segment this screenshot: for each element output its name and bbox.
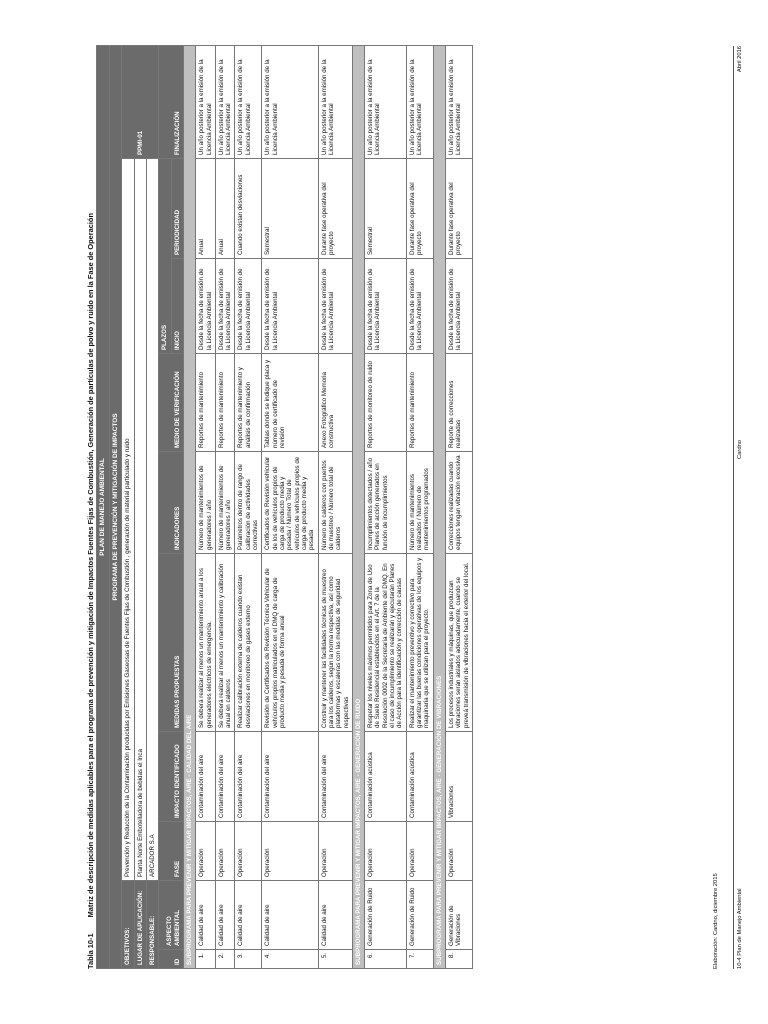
subprogram-title: SUBPROGRAMA PARA PREVENIR Y MITIGAR IMPACTOS, AIRE - GENERACIÓN DE VIBRACIONES bbox=[433, 45, 445, 968]
cell-medio: Tablas donde se indique placa y número de certificado de revisión bbox=[262, 354, 318, 452]
cell-indicadores: Número de calderos con puertos de muestreo / Número total de calderos bbox=[318, 452, 352, 554]
cell-inicio: Desde la fecha de emisión de la Licencia Ambiental bbox=[196, 259, 216, 354]
cell-aspecto: Generación de Ruido bbox=[406, 881, 433, 950]
program-title-row bbox=[109, 45, 122, 968]
cell-periodicidad: Semestral bbox=[262, 159, 318, 259]
table-row bbox=[318, 45, 352, 968]
cell-medio: Reporte de correcciones realizadas bbox=[445, 354, 472, 452]
program-title: PROGRAMA DE PREVENCIÓN Y MITIGACIÓN DE IMPACTOS bbox=[109, 45, 122, 968]
cell-id: 6. bbox=[365, 950, 407, 969]
cell-finalizacion: Un año posterior a la emisión de la Licencia Ambiental bbox=[215, 45, 235, 158]
col-medidas: MEDIDAS PROPUESTAS bbox=[159, 554, 184, 732]
footer-center: Cardno bbox=[737, 439, 743, 459]
table-row bbox=[365, 45, 407, 968]
cell-medidas: Realizar el mantenimiento preventivo y correctivo para garantizar las buenas condiciones operativas de los equipos y maquinaria que se utilizan para el proyecto. bbox=[406, 554, 433, 732]
subprogram-title: SUBPROGRAMA PARA PREVENIR Y MITIGAR IMPACTOS, AIRE - CALIDAD DEL AIRE bbox=[183, 45, 195, 968]
table-number: Tabla 10-1 bbox=[86, 933, 95, 969]
cell-inicio: Desde la fecha de emisión de la Licencia Ambiental bbox=[445, 259, 472, 354]
cell-id: 1. bbox=[196, 950, 216, 969]
cell-impacto: Contaminación del aire bbox=[215, 732, 235, 822]
cell-finalizacion: Un año posterior a la emisión de la Licencia Ambiental bbox=[318, 45, 352, 158]
program-code: PPMI-01 bbox=[122, 45, 159, 158]
cell-inicio: Desde la fecha de emisión de la Licencia Ambiental bbox=[318, 259, 352, 354]
cell-fase: Operación bbox=[215, 822, 235, 881]
cell-id: 8. bbox=[445, 950, 472, 969]
cell-medio: Reportes de mantenimiento bbox=[215, 354, 235, 452]
cell-medio: Reportes de mantenimiento bbox=[406, 354, 433, 452]
cell-aspecto: Calidad de aire bbox=[235, 881, 262, 950]
cell-periodicidad: Durante fase operativa del proyecto bbox=[406, 159, 433, 259]
plan-title-row bbox=[97, 45, 110, 968]
cell-periodicidad: Durante fase operativa del proyecto bbox=[445, 159, 472, 259]
cell-periodicidad: Anual bbox=[215, 159, 235, 259]
table-row bbox=[215, 45, 235, 968]
cell-medidas: Realizar calibración externa de calderos cuando existan desviaciones en monitoreo de gases externo bbox=[235, 554, 262, 732]
cell-fase: Operación bbox=[235, 822, 262, 881]
matrix-body bbox=[183, 45, 472, 968]
col-id: ID bbox=[159, 950, 184, 969]
cell-indicadores: Incumplimientos detectados / año Planes de acción generados en función de incumplimientos bbox=[365, 452, 407, 554]
cell-medio: Reportes de monitoreo de ruido bbox=[365, 354, 407, 452]
footer-rule bbox=[733, 46, 734, 969]
cell-inicio: Desde la fecha de emisión de la Licencia Ambiental bbox=[235, 259, 262, 354]
col-periodicidad: PERIODICIDAD bbox=[171, 159, 183, 259]
cell-medio: Anexo Fotográfico Memoria constructiva bbox=[318, 354, 352, 452]
subprogram-row bbox=[183, 45, 195, 968]
cell-aspecto: Calidad de aire bbox=[196, 881, 216, 950]
cell-finalizacion: Un año posterior a la emisión de la Licencia Ambiental bbox=[196, 45, 216, 158]
table-row bbox=[406, 45, 433, 968]
cell-aspecto: Calidad de aire bbox=[215, 881, 235, 950]
cell-periodicidad: Anual bbox=[196, 159, 216, 259]
cell-periodicidad: Cuando existan desviaciones bbox=[235, 159, 262, 259]
col-aspecto: ASPECTO AMBIENTAL bbox=[159, 881, 184, 950]
cell-id: 4. bbox=[262, 950, 318, 969]
responsable-label: RESPONSABLE: bbox=[146, 881, 158, 969]
table-row bbox=[235, 45, 262, 968]
subprogram-row bbox=[352, 45, 364, 968]
col-medio: MEDIO DE VERIFICACIÓN bbox=[159, 354, 184, 452]
footer-left: 10-4 Plan de Manejo Ambiental bbox=[737, 888, 743, 969]
cell-id: 7. bbox=[406, 950, 433, 969]
col-inicio: INICIO bbox=[171, 259, 183, 354]
cell-medidas: Construir y mantener las facilidades técnicas de muestreo para los calderos, según la norma respectiva, así como plataformas y escaleras con las medidas de seguridad respectivas bbox=[318, 554, 352, 732]
cell-inicio: Desde la fecha de emisión de la Licencia Ambiental bbox=[406, 259, 433, 354]
cell-inicio: Desde la fecha de emisión de la Licencia Ambiental bbox=[215, 259, 235, 354]
cell-periodicidad: Semestral bbox=[365, 159, 407, 259]
cell-finalizacion: Un año posterior a la emisión de la Licencia Ambiental bbox=[365, 45, 407, 158]
lugar-row bbox=[134, 45, 146, 968]
cell-aspecto: Calidad de aire bbox=[318, 881, 352, 950]
col-plazos: PLAZOS bbox=[159, 159, 171, 354]
cell-impacto: Contaminación del aire bbox=[318, 732, 352, 822]
cell-fase: Operación bbox=[196, 822, 216, 881]
cell-id: 5. bbox=[318, 950, 352, 969]
cell-indicadores: Número de mantenimientos de generadores / año bbox=[215, 452, 235, 554]
cell-medidas: Revisión de Certificados de Revisión Técnica Vehicular de vehículos propios matriculados en el DMQ de carga de producto media y pesada de forma anual bbox=[262, 554, 318, 732]
cell-id: 3. bbox=[235, 950, 262, 969]
cell-inicio: Desde la fecha de emisión de la Licencia Ambiental bbox=[262, 259, 318, 354]
col-fase: FASE bbox=[159, 822, 184, 881]
table-row bbox=[445, 45, 472, 968]
cell-fase: Operación bbox=[406, 822, 433, 881]
cell-impacto: Contaminación acústica bbox=[365, 732, 407, 822]
cell-medio: Reportes de mantenimiento y análisis de confirmación bbox=[235, 354, 262, 452]
objetivos-row bbox=[122, 45, 134, 968]
cell-indicadores: Número de mantenimientos realizados / Número de mantenimientos programados bbox=[406, 452, 433, 554]
cell-fase: Operación bbox=[365, 822, 407, 881]
cell-aspecto: Generación de Vibraciones bbox=[445, 881, 472, 950]
cell-periodicidad: Durante fase operativa del proyecto bbox=[318, 159, 352, 259]
objetivos-value: Prevención y Reducción de la Contaminación producidas por Emisiones Gaseosas de Fuentes Fijas de Combustión , generación de material particulado y ruido bbox=[122, 159, 134, 881]
cell-medidas: Se deberá realizar al menos un mantenimiento anual a los generadores eléctricos de emergencia. bbox=[196, 554, 216, 732]
lugar-value: Planta Norte Embotelladora de bebidas el Inca bbox=[134, 159, 146, 881]
cell-medidas: Los procesos industriales y máquinas, que produzcan vibraciones serán aislados adecuadamente, cuando se preveá transmisión de vibraciones hacia el exterior del local. bbox=[445, 554, 472, 732]
cell-impacto: Contaminación del aire bbox=[262, 732, 318, 822]
table-caption bbox=[86, 49, 95, 969]
subprogram-title: SUBPROGRAMA PARA PREVENIR Y MITIGAR IMPACTOS, AIRE - GENERACIÓN DE RUIDO bbox=[352, 45, 364, 968]
measures-matrix bbox=[96, 45, 473, 969]
footer-right: Abril 2016 bbox=[737, 46, 743, 73]
col-finalizacion: FINALIZACIÓN bbox=[159, 45, 184, 158]
cell-inicio: Desde la fecha de emisión de la Licencia Ambiental bbox=[365, 259, 407, 354]
cell-aspecto: Generación de Ruido bbox=[365, 881, 407, 950]
subprogram-row bbox=[433, 45, 445, 968]
responsable-value: ARCADOR S.A bbox=[146, 159, 158, 881]
cell-impacto: Vibraciones bbox=[445, 732, 472, 822]
objetivos-label: OBJETIVOS: bbox=[122, 881, 134, 969]
cell-indicadores: Correcciones realizadas cuando equipos tengan vibración excesiva bbox=[445, 452, 472, 554]
cell-indicadores: Certificados de Revisión vehicular de los de vehículos propios de carga de producto media y pesada / Número Total de vehículos de vehículos propios de carga de producto media y pesada bbox=[262, 452, 318, 554]
cell-indicadores: Número de mantenimientos de generadores / año bbox=[196, 452, 216, 554]
cell-id: 2. bbox=[215, 950, 235, 969]
cell-finalizacion: Un año posterior a la emisión de la Licencia Ambiental bbox=[445, 45, 472, 158]
table-title: Matriz de descripción de medidas aplicables para el programa de prevención y mitigación de Impactos Fuentes Fijas de Combustión, Generación de partículas de polvo y ruido en la Fase de Operación bbox=[86, 213, 95, 918]
cell-impacto: Contaminación del aire bbox=[196, 732, 216, 822]
cell-aspecto: Calidad de aire bbox=[262, 881, 318, 950]
table-row bbox=[196, 45, 216, 968]
table-row bbox=[262, 45, 318, 968]
cell-fase: Operación bbox=[318, 822, 352, 881]
source-note: Elaboración: Cardno, diciembre 2015 bbox=[713, 873, 719, 969]
col-indicadores: INDICADORES bbox=[159, 452, 184, 554]
cell-finalizacion: Un año posterior a la emisión de la Licencia Ambiental bbox=[262, 45, 318, 158]
col-impacto: IMPACTO IDENTIFICADO bbox=[159, 732, 184, 822]
cell-fase: Operación bbox=[262, 822, 318, 881]
column-header-row bbox=[159, 45, 171, 968]
lugar-label: LUGAR DE APLICACIÓN: bbox=[134, 881, 146, 969]
cell-finalizacion: Un año posterior a la emisión de la Licencia Ambiental bbox=[235, 45, 262, 158]
responsable-row bbox=[146, 45, 158, 968]
cell-indicadores: Parámetros dentro de rango de calibración de actividades correctivas bbox=[235, 452, 262, 554]
cell-impacto: Contaminación del aire bbox=[235, 732, 262, 822]
plan-title: PLAN DE MANEJO AMBIENTAL bbox=[97, 45, 110, 968]
cell-medidas: Se deberá realizar al menos un mantenimiento y calibración anual en calderos bbox=[215, 554, 235, 732]
cell-fase: Operación bbox=[445, 822, 472, 881]
cell-impacto: Contaminación acústica bbox=[406, 732, 433, 822]
cell-finalizacion: Un año posterior a la emisión de la Licencia Ambiental bbox=[406, 45, 433, 158]
cell-medio: Reportes de mantenimiento bbox=[196, 354, 216, 452]
cell-medidas: Respetar los niveles máximos permitidos para Zona de Uso de Suelo Residencial establecidos en el Art. 7 de la Resolución 0002 de la Secretaría de Ambiente del DMQ. En el caso de incumplimiento se realizarán y ejecutarán Planes de Acción para la identificación y corrección de causas bbox=[365, 554, 407, 732]
